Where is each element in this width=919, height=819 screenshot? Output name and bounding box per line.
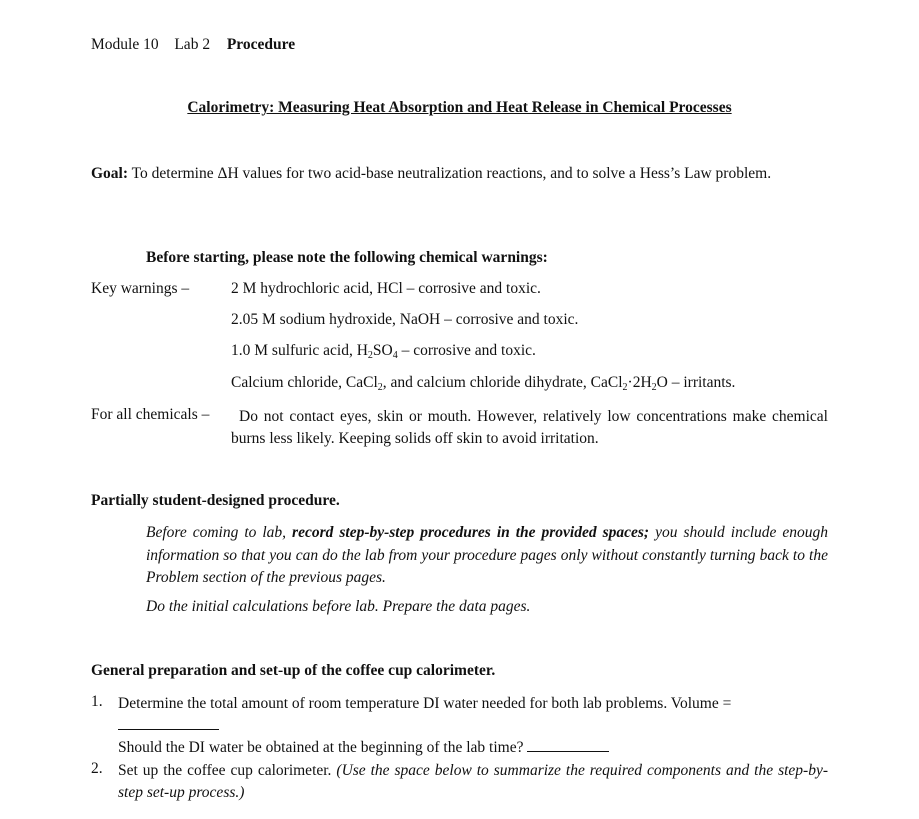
- warning-text: 1.0 M sulfuric acid, H: [231, 342, 368, 359]
- goal-label: Goal:: [91, 165, 129, 182]
- subscript: 2: [651, 382, 657, 393]
- goal-paragraph: [91, 163, 828, 185]
- warning-text: , and calcium chloride dihydrate, CaCl: [382, 374, 623, 391]
- section-label: Procedure: [226, 36, 296, 53]
- all-chemicals-label: For all chemicals –: [91, 406, 210, 423]
- warning-text: SO: [372, 342, 393, 359]
- warning-item: [231, 342, 536, 360]
- page-title: Calorimetry: Measuring Heat Absorption and Heat Release in Chemical Processes: [187, 99, 732, 116]
- water-timing-answer-blank[interactable]: [527, 737, 609, 752]
- warning-item: [231, 280, 541, 298]
- partial-procedure-heading: Partially student-designed procedure.: [91, 492, 340, 509]
- general-preparation-heading: General preparation and set-up of the coffee cup calorimeter.: [91, 662, 496, 679]
- item-text-line: [118, 693, 828, 715]
- module-label: Module 10: [91, 36, 159, 53]
- subscript: 2: [367, 350, 373, 361]
- subscript: 4: [392, 350, 398, 361]
- page-header: [91, 36, 295, 54]
- warning-text: 2.05 M sodium hydroxide, NaOH – corrosive and toxic.: [231, 311, 579, 328]
- warning-text: ·2H: [627, 374, 652, 391]
- partial-emphasis: record step-by-step procedures in the provided spaces;: [292, 524, 650, 541]
- goal-text: To determine ΔH values for two acid-base neutralization reactions, and to solve a Hess’s Law problem.: [131, 165, 772, 182]
- item-text: Determine the total amount of room temperature DI water needed for both lab problems. Volume =: [118, 695, 732, 712]
- warning-item: [231, 374, 735, 392]
- item-instruction: (Use the space below to summarize the required components and the step-by-step set-up process.): [118, 762, 828, 801]
- subscript: 2: [377, 382, 383, 393]
- warning-text: O – irritants.: [656, 374, 736, 391]
- warnings-heading: Before starting, please note the following chemical warnings:: [146, 249, 548, 266]
- warning-item: [231, 311, 578, 329]
- item-question: Should the DI water be obtained at the beginning of the lab time?: [118, 739, 524, 756]
- warning-text: Calcium chloride, CaCl: [231, 374, 378, 391]
- list-item: [118, 693, 828, 759]
- item-text: Set up the coffee cup calorimeter.: [118, 762, 332, 779]
- item-answer-line: [118, 715, 828, 737]
- list-number: 1.: [91, 693, 103, 710]
- lab-label: Lab 2: [174, 36, 211, 53]
- partial-procedure-paragraph: [146, 522, 828, 590]
- subscript: 2: [622, 382, 628, 393]
- partial-text: you should include enough information so that you can do the lab from your procedure pages only without constantly turning back to the Problem section of the previous pages.: [146, 524, 828, 586]
- list-number: 2.: [91, 760, 103, 777]
- item-question-line: [118, 737, 828, 759]
- key-warnings-label: Key warnings –: [91, 280, 190, 297]
- volume-answer-blank[interactable]: [118, 715, 219, 730]
- initial-calc-note: Do the initial calculations before lab. Prepare the data pages.: [146, 598, 531, 615]
- warning-text: – corrosive and toxic.: [397, 342, 536, 359]
- partial-text: Before coming to lab,: [146, 524, 293, 541]
- all-chemicals-text: Do not contact eyes, skin or mouth. However, relatively low concentrations make chemical burns less likely. Keeping solids off skin to avoid irritation.: [231, 408, 828, 447]
- warning-text: 2 M hydrochloric acid, HCl – corrosive and toxic.: [231, 280, 541, 297]
- list-item: [118, 760, 828, 804]
